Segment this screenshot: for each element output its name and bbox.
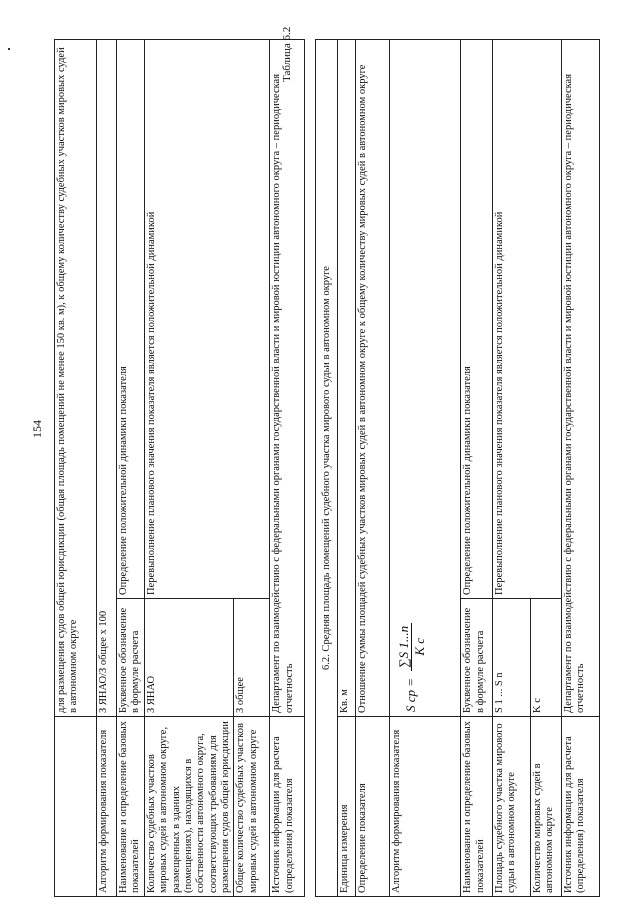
table-cell: З ЯНАО/З общее х 100	[97, 40, 117, 717]
table-cell: Единица измерения	[338, 717, 356, 897]
table-cell: S 1 ... S n	[492, 599, 530, 717]
table-cell: Площадь судебного участка мирового судьи в автономном округе	[492, 717, 530, 897]
table-row	[144, 40, 234, 897]
table-cell	[55, 717, 97, 897]
table-row	[97, 40, 117, 897]
table-row	[492, 40, 530, 897]
formula-denominator: K c	[412, 637, 428, 656]
formula-cell	[389, 40, 461, 717]
table-cell: Перевыполнение планового значения показателя является положительной динамикой	[492, 40, 561, 599]
table-cell: Департамент по взаимодействию с федеральными органами государственной власти и мировой юстиции автономного округа – периодическая отчетность	[561, 40, 599, 717]
table-cell: Источник информации для расчета (определения) показателя	[270, 717, 305, 897]
table-cell: Общее количество судебных участков мировых судей в автономном округе	[234, 717, 270, 897]
table-cell: Буквенное обозначение в формуле расчета	[117, 599, 145, 717]
table-caption: Таблица 6.2	[281, 26, 293, 82]
table-cell: Алгоритм формирования показателя	[389, 717, 461, 897]
table-cell: Департамент по взаимодействию с федеральными органами государственной власти и мировой юстиции автономного округа – периодическая отчетность	[270, 40, 305, 717]
table-cell: З общее	[234, 599, 270, 717]
table-cell: Наименование и определение базовых показателей	[117, 717, 145, 897]
table-cell: Отношение суммы площадей судебных участков мировых судей в автономном округе к общему количеству мировых судей в автономном округе	[356, 40, 390, 717]
formula-numerator: ∑S 1...n	[396, 623, 412, 671]
page-number: 154	[30, 420, 44, 438]
table-row	[270, 40, 305, 897]
table-cell: Буквенное обозначение в формуле расчета	[461, 599, 492, 717]
table-cell: для размещения судов общей юрисдикции (общая площадь помещений не менее 150 кв. м), к общему количеству судебных участков мировых судей в автономном округе	[55, 40, 97, 717]
table-row	[356, 40, 390, 897]
table-title: 6.2. Средняя площадь помещений судебного участка мирового судьи в автономном округе	[316, 40, 338, 897]
table-row	[117, 40, 145, 897]
table-row	[55, 40, 97, 897]
table-cell: Количество судебных участков мировых судей в автономном округе, размещенных в зданиях (помещениях), находящихся в собственности автономного округа, соответствующих требованиям для размещения судов общей юрисдикции	[144, 717, 234, 897]
table-cell: Наименование и определение базовых показателей	[461, 717, 492, 897]
formula-lhs: S ср =	[402, 677, 418, 712]
table-cell: З ЯНАО	[144, 599, 234, 717]
table-cell: Источник информации для расчета (определения) показателя	[561, 717, 599, 897]
table-cell: Перевыполнение планового значения показателя является положительной динамикой	[144, 40, 270, 599]
table-row	[338, 40, 356, 897]
table-cell: Определение положительной динамики показателя	[461, 40, 492, 599]
formula-fraction	[396, 623, 428, 671]
table-row	[316, 40, 338, 897]
table-cell: Определение положительной динамики показателя	[117, 40, 145, 599]
table-cell: Алгоритм формирования показателя	[97, 717, 117, 897]
table-row	[461, 40, 492, 897]
table-cell: Количество мировых судей в автономном округе	[530, 717, 561, 897]
table-cell: Кв. м	[338, 40, 356, 717]
table-cell: K c	[530, 599, 561, 717]
table-row	[561, 40, 599, 897]
table-row	[389, 40, 461, 897]
scan-speck	[8, 48, 10, 50]
table-2	[315, 39, 600, 897]
table-1	[54, 39, 299, 897]
table-cell: Определение показателя	[356, 717, 390, 897]
